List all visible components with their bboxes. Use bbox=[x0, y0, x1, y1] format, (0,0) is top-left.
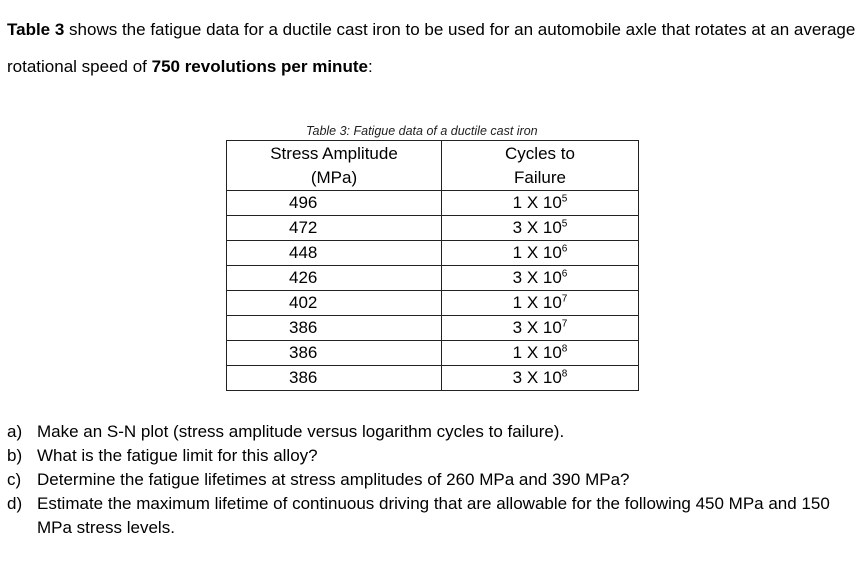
table-row bbox=[227, 341, 639, 366]
stress-cell: 386 bbox=[227, 366, 442, 391]
question-text: What is the fatigue limit for this alloy? bbox=[37, 446, 318, 465]
cycles-base: 1 X 10 bbox=[512, 193, 562, 212]
cycles-cell bbox=[442, 341, 639, 366]
question-label: b) bbox=[7, 446, 23, 465]
cycles-cell bbox=[442, 291, 639, 316]
table-caption: Table 3: Fatigue data of a ductile cast iron bbox=[306, 124, 538, 138]
question-label: d) bbox=[7, 494, 23, 513]
cycles-cell bbox=[442, 241, 639, 266]
cycles-base: 3 X 10 bbox=[512, 318, 562, 337]
cycles-exponent: 5 bbox=[561, 218, 568, 230]
cycles-base: 1 X 10 bbox=[512, 343, 562, 362]
stress-cell: 448 bbox=[227, 241, 442, 266]
question-text: Estimate the maximum lifetime of continuous driving that are allowable for the following 450 MPa and 150 MPa stress levels. bbox=[37, 494, 830, 537]
stress-cell: 426 bbox=[227, 266, 442, 291]
question-a bbox=[7, 420, 857, 444]
cycles-to-failure-header bbox=[442, 141, 639, 191]
question-text: Make an S-N plot (stress amplitude versus logarithm cycles to failure). bbox=[37, 422, 565, 441]
intro-text-1: shows the fatigue data for a ductile cast iron to be used for an automobile axle that rotates at an average rotational speed of bbox=[7, 20, 856, 76]
stress-header-line1: Stress Amplitude bbox=[270, 143, 398, 163]
cycles-exponent: 7 bbox=[561, 318, 568, 330]
cycles-header-line1: Cycles to bbox=[505, 143, 575, 163]
question-label: a) bbox=[7, 422, 23, 441]
stress-cell: 402 bbox=[227, 291, 442, 316]
question-label: c) bbox=[7, 470, 22, 489]
table-header-row bbox=[227, 141, 639, 191]
question-b bbox=[7, 444, 857, 468]
stress-cell: 472 bbox=[227, 216, 442, 241]
question-list bbox=[7, 420, 857, 540]
stress-header-line2: (MPa) bbox=[310, 167, 358, 187]
rotation-speed: 750 revolutions per minute bbox=[151, 57, 368, 76]
cycles-exponent: 7 bbox=[561, 293, 568, 305]
cycles-base: 1 X 10 bbox=[512, 243, 562, 262]
cycles-exponent: 5 bbox=[561, 193, 568, 205]
question-c bbox=[7, 468, 857, 492]
table-row bbox=[227, 366, 639, 391]
fatigue-data-table bbox=[226, 140, 639, 391]
table-row bbox=[227, 266, 639, 291]
stress-cell: 496 bbox=[227, 191, 442, 216]
stress-amplitude-header bbox=[227, 141, 442, 191]
question-d bbox=[7, 492, 857, 540]
cycles-exponent: 6 bbox=[561, 243, 568, 255]
question-text: Determine the fatigue lifetimes at stress amplitudes of 260 MPa and 390 MPa? bbox=[37, 470, 630, 489]
table-row bbox=[227, 216, 639, 241]
cycles-exponent: 6 bbox=[561, 268, 568, 280]
cycles-header-line2: Failure bbox=[514, 167, 566, 187]
table-row bbox=[227, 241, 639, 266]
stress-cell: 386 bbox=[227, 316, 442, 341]
cycles-cell bbox=[442, 216, 639, 241]
cycles-cell bbox=[442, 266, 639, 291]
cycles-cell bbox=[442, 191, 639, 216]
cycles-exponent: 8 bbox=[561, 368, 568, 380]
intro-text-2: : bbox=[367, 57, 373, 76]
table-reference: Table 3 bbox=[7, 20, 65, 39]
cycles-base: 3 X 10 bbox=[512, 218, 562, 237]
table-row bbox=[227, 191, 639, 216]
cycles-cell bbox=[442, 366, 639, 391]
cycles-cell bbox=[442, 316, 639, 341]
cycles-base: 3 X 10 bbox=[512, 268, 562, 287]
table-row bbox=[227, 291, 639, 316]
table-row bbox=[227, 316, 639, 341]
cycles-exponent: 8 bbox=[561, 343, 568, 355]
stress-cell: 386 bbox=[227, 341, 442, 366]
cycles-base: 1 X 10 bbox=[512, 293, 562, 312]
cycles-base: 3 X 10 bbox=[512, 368, 562, 387]
intro-paragraph bbox=[7, 11, 857, 85]
